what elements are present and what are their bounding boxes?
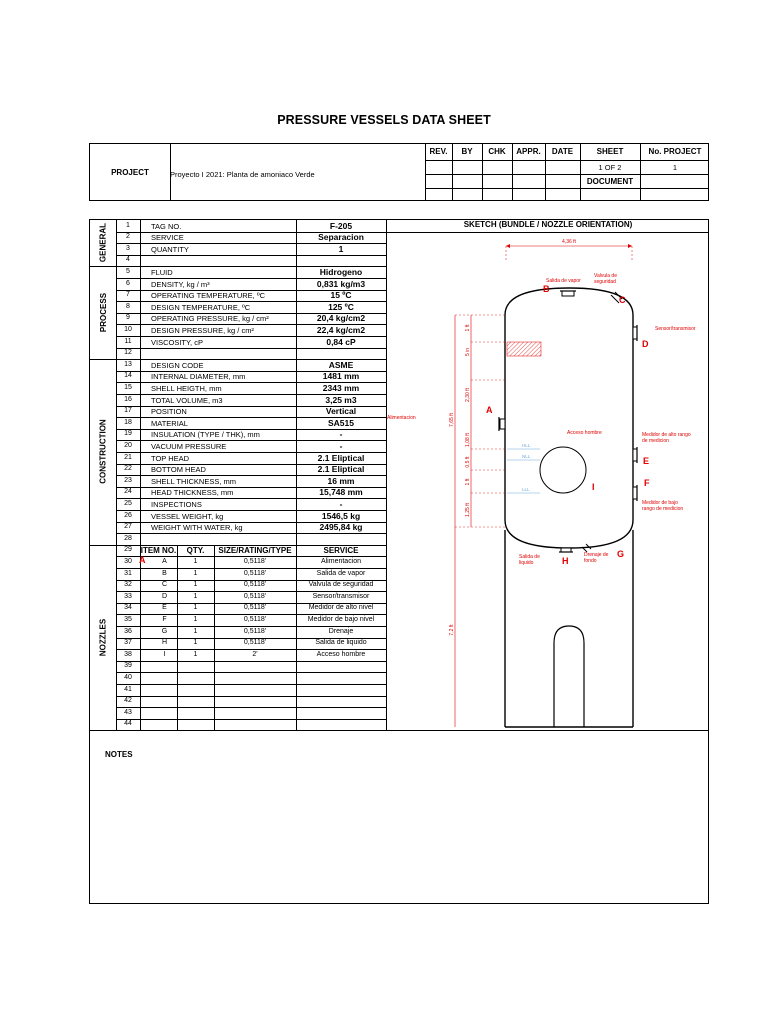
row-description: QUANTITY: [151, 244, 189, 254]
skirt-opening: [554, 626, 584, 727]
row-number: 19: [124, 430, 132, 438]
dim-label: 2,30 ft: [465, 388, 471, 402]
row-value: Vertical: [325, 406, 357, 417]
row-number: 13: [124, 360, 132, 368]
nll-label: NLL: [522, 454, 531, 459]
row-value: 20,4 kg/cm2: [316, 313, 366, 324]
nozzle-service: Drenaje: [328, 627, 354, 635]
sheet-value: 1 OF 2: [598, 163, 622, 172]
section-label-construction: CONSTRUCTION: [98, 419, 108, 484]
row-value: 1: [338, 243, 344, 254]
nozzle-size: 0,5118': [243, 639, 267, 647]
marker-f: F: [644, 478, 650, 488]
column-line: [116, 220, 117, 730]
row-number: 14: [124, 372, 132, 380]
table-row-line: [116, 661, 386, 662]
row-value: 0,831 kg/m3: [316, 278, 366, 289]
marker-d: D: [642, 339, 649, 349]
row-value: -: [339, 440, 343, 451]
row-value: SA515: [328, 417, 354, 428]
nozzle-item-header: ITEM NO.: [140, 545, 177, 555]
section-label-nozzles: NOZZLES: [98, 618, 108, 656]
row-number: 24: [124, 488, 132, 496]
row-number: 6: [126, 279, 130, 287]
row-number: 28: [124, 534, 132, 542]
row-number: 25: [124, 499, 132, 507]
row-description: POSITION: [151, 407, 187, 417]
row-number: 15: [124, 383, 132, 391]
row-description: BOTTOM HEAD: [151, 465, 206, 475]
nozzle-size: 0,5118': [243, 627, 267, 635]
row-number: 18: [124, 418, 132, 426]
lll-label: LLL: [522, 487, 530, 492]
table-row-line: [116, 348, 386, 349]
row-value: 2495,84 kg: [319, 522, 363, 533]
nozzle-service: Medidor de bajo nivel: [307, 615, 375, 623]
nozzle-qty: 1: [193, 627, 198, 635]
project-name-text: Proyecto I 2021: Planta de amoniaco Verde: [170, 170, 315, 179]
row-description: FLUID: [151, 267, 173, 277]
row-description: VESSEL WEIGHT, kg: [151, 511, 224, 521]
row-description: SHELL HEIGTH, mm: [151, 383, 222, 393]
nozzle-size: 0,5118': [243, 604, 267, 612]
dim-label: 1 ft: [465, 478, 471, 486]
nozzle-qty: 1: [193, 581, 198, 589]
by-header: BY: [461, 147, 473, 156]
nozzle-size: 0,5118': [243, 569, 267, 577]
nozzle-qty: 1: [193, 569, 198, 577]
row-description: DESIGN TEMPERATURE, ºC: [151, 302, 251, 312]
row-value: ASME: [328, 359, 354, 370]
row-number: 5: [126, 267, 130, 275]
row-number: 9: [126, 314, 130, 322]
row-number: 23: [124, 476, 132, 484]
vessel-sketch: [385, 230, 709, 730]
row-value: 15,748 mm: [319, 487, 363, 498]
row-number: 7: [126, 291, 130, 299]
nozzle-marker-a: A: [139, 555, 146, 566]
row-value: 3,25 m3: [325, 394, 357, 405]
nozzle-qty: 1: [193, 639, 198, 647]
level-labels: [522, 443, 531, 492]
date-header: DATE: [551, 147, 574, 156]
table-row-line: [116, 684, 386, 685]
row-description: OPERATING PRESSURE, kg / cm²: [151, 314, 269, 324]
row-number: 34: [124, 604, 132, 612]
nozzle-qty: 1: [193, 615, 198, 623]
row-description: SERVICE: [151, 233, 184, 243]
table-row-line: [116, 696, 386, 697]
row-number: 39: [124, 662, 132, 670]
nozzle-item: D: [161, 592, 168, 600]
row-number: 41: [124, 685, 132, 693]
row-value: 1481 mm: [322, 371, 360, 382]
row-value: Hidrogeno: [319, 266, 363, 277]
dim-label: 1,08 ft: [465, 433, 471, 447]
table-row-line: [116, 533, 386, 534]
dim-label: 7,2 ft: [449, 624, 455, 636]
appr-header: APPR.: [516, 147, 541, 156]
notes-label: NOTES: [105, 750, 133, 759]
row-description: WEIGHT WITH WATER, kg: [151, 523, 243, 533]
row-description: HEAD THICKNESS, mm: [151, 488, 234, 498]
vessel-shell: [505, 288, 633, 548]
row-value: 125 ºC: [328, 301, 354, 312]
row-description: INSPECTIONS: [151, 499, 202, 509]
header-line: [425, 160, 708, 161]
nozzle-qty: 1: [193, 557, 198, 565]
nozzle-service: Acceso hombre: [316, 650, 366, 658]
sensor-label: Sensor/transmisor: [655, 326, 696, 332]
row-description: OPERATING TEMPERATURE, ºC: [151, 291, 266, 301]
table-row-line: [116, 255, 386, 256]
row-number: 17: [124, 407, 132, 415]
row-value: F-205: [329, 220, 353, 231]
nozzle-service: Sensor/transmisor: [312, 592, 370, 600]
row-value: 2.1 Eliptical: [317, 464, 365, 475]
width-dimension-text: 4,36 ft: [562, 239, 576, 245]
marker-b: B: [543, 284, 550, 294]
chk-header: CHK: [488, 147, 506, 156]
row-number: 11: [124, 337, 132, 345]
valvula-label: Valvula de seguridad: [594, 273, 617, 285]
nozzle-service-header: SERVICE: [323, 545, 359, 555]
row-value: 15 ºC: [330, 290, 352, 301]
row-value: 0,84 cP: [326, 336, 356, 347]
row-number: 43: [124, 708, 132, 716]
marker-h: H: [562, 556, 569, 566]
row-number: 21: [124, 453, 132, 461]
marker-a: A: [486, 405, 493, 415]
nozzle-service: Salida de liquido: [315, 639, 367, 647]
header-block: [89, 143, 709, 201]
row-value: 2.1 Eliptical: [317, 452, 365, 463]
salida-liquido-label: Salida de liquido: [519, 554, 540, 566]
row-number: 4: [126, 256, 130, 264]
section-label-general: GENERAL: [98, 223, 108, 263]
row-description: INTERNAL DIAMETER, mm: [151, 372, 246, 382]
marker-i: I: [592, 482, 595, 492]
arrow-icon: [506, 244, 510, 248]
nozzle-item: C: [161, 581, 168, 589]
nozzle-c: [611, 295, 619, 303]
arrow-icon: [628, 244, 632, 248]
row-description: DESIGN PRESSURE, kg / cm²: [151, 325, 254, 335]
row-number: 2: [126, 233, 130, 241]
nozzle-item: I: [163, 650, 166, 658]
row-number: 35: [124, 615, 132, 623]
row-value: 1546,5 kg: [321, 510, 361, 521]
row-value: 22,4 kg/cm2: [316, 324, 366, 335]
nozzle-item: F: [162, 615, 167, 623]
dim-label: 1,25 ft: [465, 503, 471, 517]
nozzle-item: A: [162, 557, 167, 565]
row-description: DESIGN CODE: [151, 360, 204, 370]
nozzle-item: G: [161, 627, 168, 635]
medidor-bajo-label: Medidor de bajo rango de medicion: [642, 500, 684, 512]
row-description: MATERIAL: [151, 418, 188, 428]
no-project-header: No. PROJECT: [648, 147, 702, 156]
nozzle-qty-header: QTY.: [186, 545, 205, 555]
dim-label: 0,5 ft: [465, 456, 471, 468]
header-line: [425, 174, 708, 175]
nozzle-size: 0,5118': [243, 581, 267, 589]
nozzle-qty: 1: [193, 604, 198, 612]
row-description: SHELL THICKNESS, mm: [151, 476, 237, 486]
marker-c: C: [619, 295, 626, 305]
row-number: 33: [124, 592, 132, 600]
nozzle-size: 2': [252, 650, 258, 658]
project-no-value: 1: [672, 163, 678, 172]
dim-label: 1 ft: [465, 324, 471, 332]
row-number: 8: [126, 302, 130, 310]
row-number: 12: [124, 349, 132, 357]
row-number: 1: [126, 221, 130, 229]
row-number: 38: [124, 650, 132, 658]
nozzle-b: [562, 291, 574, 296]
table-row-line: [116, 707, 386, 708]
document-label: DOCUMENT: [586, 177, 634, 186]
salida-vapor-label: Salida de vapor: [546, 278, 581, 284]
medidor-alto-label: Medidor de alto rango de medicion: [642, 432, 691, 444]
dim-label: 7,65 ft: [449, 413, 455, 427]
alimentacion-label: Alimentacion: [387, 415, 416, 421]
dimension-labels: [449, 324, 471, 636]
page-title: PRESSURE VESSELS DATA SHEET: [277, 113, 491, 127]
row-value: Separacion: [318, 232, 364, 243]
nozzle-service: Medidor de alto nivel: [308, 604, 374, 612]
table-row-line: [116, 719, 386, 720]
nozzle-qty: 1: [193, 650, 198, 658]
marker-g: G: [617, 549, 625, 559]
row-number: 10: [124, 325, 132, 333]
row-number: 42: [124, 697, 132, 705]
row-description: INSULATION (TYPE / THK), mm: [151, 430, 260, 440]
row-description: TAG NO.: [151, 221, 182, 231]
table-bottom-line: [90, 730, 708, 731]
row-number: 44: [124, 720, 132, 728]
acceso-label: Acceso hombre: [567, 430, 602, 436]
nozzle-size: 0,5118': [243, 615, 267, 623]
row-number: 3: [126, 244, 130, 252]
row-number: 20: [124, 441, 132, 449]
row-number: 32: [124, 581, 132, 589]
section-label-process: PROCESS: [98, 292, 108, 332]
row-number: 31: [124, 569, 132, 577]
dim-label: 5 in: [465, 347, 471, 357]
row-value: -: [339, 429, 343, 440]
row-description: TOTAL VOLUME, m3: [151, 395, 223, 405]
row-number: 22: [124, 465, 132, 473]
row-description: VISCOSITY, cP: [151, 337, 203, 347]
hll-label: HLL: [522, 443, 531, 448]
row-number: 27: [124, 523, 132, 531]
nozzle-service: Salida de vapor: [316, 569, 366, 577]
header-line: [425, 188, 708, 189]
row-description: DENSITY, kg / m³: [151, 279, 210, 289]
row-number: 40: [124, 673, 132, 681]
nozzle-a: [500, 419, 505, 429]
row-value: -: [339, 498, 343, 509]
sheet-header: SHEET: [596, 147, 624, 156]
nozzle-qty: 1: [193, 592, 198, 600]
nozzle-item: E: [162, 604, 167, 612]
row-number: 37: [124, 639, 132, 647]
column-line: [140, 220, 141, 730]
row-number: 26: [124, 511, 132, 519]
row-number: 29: [124, 546, 132, 554]
marker-e: E: [643, 456, 650, 466]
nozzle-size-header: SIZE/RATING/TYPE: [218, 545, 292, 555]
nozzle-size: 0,5118': [243, 592, 267, 600]
demister-pad: [507, 342, 541, 356]
nozzle-service: Valvula de seguridad: [308, 581, 374, 589]
rev-header: REV.: [429, 147, 448, 156]
row-value: 16 mm: [327, 475, 355, 486]
row-description: VACUUM PRESSURE: [151, 441, 227, 451]
row-number: 16: [124, 395, 132, 403]
row-number: 30: [124, 557, 132, 565]
nozzle-size: 0,5118': [243, 557, 267, 565]
nozzle-item: H: [161, 639, 168, 647]
manhole: [540, 447, 586, 493]
row-number: 36: [124, 627, 132, 635]
drenaje-label: Drenaje de fondo: [584, 552, 609, 564]
nozzle-item: B: [162, 569, 167, 577]
nozzle-service: Alimentacion: [320, 557, 362, 565]
table-row-line: [116, 672, 386, 673]
row-description: TOP HEAD: [151, 453, 190, 463]
row-value: 2343 mm: [322, 382, 360, 393]
sketch-title: SKETCH (BUNDLE / NOZZLE ORIENTATION): [463, 220, 633, 229]
project-label: PROJECT: [111, 168, 149, 177]
project-name: [170, 170, 315, 179]
